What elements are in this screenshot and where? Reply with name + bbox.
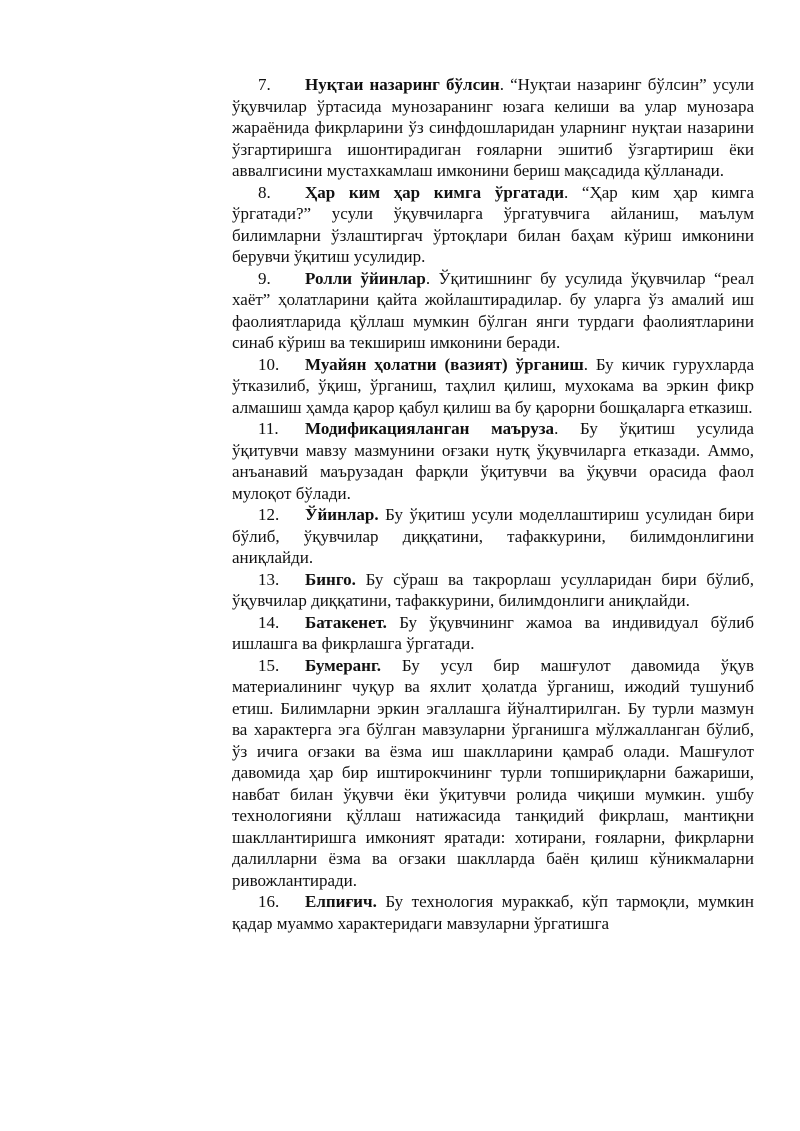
item-number: 10. [258, 354, 280, 374]
item-number: 9. [258, 268, 271, 288]
item-text: . Ўқитишнинг бу усулида ўқувчилар “реал хаёт” ҳолатларини қайта жойлаштирадилар. бу уларга ўз амалий иш фаолиятларида қўллаш мумкин бўлган янги турдаги фаолиятларини синаб кўриш ва текшириш имконини беради. [232, 268, 754, 352]
item-term: Ўйинлар. [305, 505, 379, 524]
item-number: 8. [258, 182, 271, 202]
item-text: Бу сўраш ва такрорлаш усулларидан бири бўлиб, ўқувчилар диққатини, тафаккурини, билимдонлиги аниқлайди. [232, 569, 754, 610]
item-text: Бу усул бир машғулот давомида ўқув материалининг чуқур ва яхлит ҳолатда ўрганиш, ижодий тушуниб етиш. Билимларни эркин эгаллашга йўналтирилган. Бу турли мазмун ва характерга эга бўлган мавзуларни ўрганишга мўлжалланган бўлиб, ўз ичига оғзаки ва ёзма иш шаклларини қамраб олади. Машғулот давомида ҳар бир иштирокчининг турли топшириқларни бажариши, навбат билан ўқувчи ёки ўқитувчи ролида чиқиши мумкин. ушбу технологияни қўллаш натижасида танқидий фикрлаш, мантиқни шакллантиришга имконият яратади: хотирани, ғояларни, фикрларни далилларни ёзма ва оғзаки шаклларда баён қилиш кўникмаларни ривожлантиради. [232, 655, 754, 890]
list-item-9 [232, 268, 754, 354]
item-number: 15. [258, 655, 280, 675]
item-term: Нуқтаи назаринг бўлсин [305, 75, 500, 94]
item-term: Бумеранг. [305, 655, 382, 675]
list-item-8 [232, 182, 754, 268]
list-item-11 [232, 418, 754, 504]
item-term: Модификацияланган маъруза [305, 419, 555, 438]
item-number: 13. [258, 569, 280, 589]
item-text: Бу ўқитиш усули моделлаштириш усулидан бири бўлиб, ўқувчилар диққатини, тафаккурини, билимдонлигини аниқлайди. [232, 505, 754, 567]
item-text: Бу ўқувчининг жамоа ва индивидуал бўлиб ишлашга ва фикрлашга ўргатади. [232, 612, 754, 653]
item-term: Муайян ҳолатни (вазият) ўрганиш [305, 354, 584, 374]
list-item-16 [232, 891, 754, 934]
item-number: 11. [258, 419, 279, 438]
item-text: Бу технология мураккаб, кўп тармоқли, мумкин қадар муаммо характеридаги мавзуларни ўргатишга [232, 892, 754, 933]
item-number: 7. [258, 75, 271, 94]
list-item-15 [232, 655, 754, 892]
item-term: Бинго. [305, 569, 356, 589]
list-item-13 [232, 569, 754, 612]
list-item-7 [232, 74, 754, 182]
item-number: 14. [258, 612, 280, 632]
item-number: 12. [258, 505, 280, 524]
document-page [232, 74, 754, 934]
item-text: . Бу ўқитиш усулида ўқитувчи мавзу мазмунини оғзаки нутқ ўқувчиларга етказади. Аммо, анъанавий маърузадан фарқли ўқитувчи ва ўқувчи орасида фаол мулоқот бўлади. [232, 419, 754, 503]
item-term: Ҳар ким ҳар кимга ўргатади [305, 182, 565, 202]
list-item-10 [232, 354, 754, 419]
item-term: Ролли ўйинлар [305, 268, 426, 288]
item-text: . “Нуқтаи назаринг бўлсин” усули ўқувчилар ўртасида мунозаранинг юзага келиши ва улар мунозара жараёнида фикрларини ўз синфдошларидан уларнинг нуқтаи назарини ўзгартиришга ишонтирадиган ғояларни эшитиб ўзгартириш ёки аввалгисини мустахкамлаш имконини бериш мақсадида қўлланади. [232, 75, 754, 180]
item-text: . Бу кичик гурухларда ўтказилиб, ўқиш, ўрганиш, таҳлил қилиш, мухокама ва эркин фикр алмашиш ҳамда қарор қабул қилиш ва бу қарорни бошқаларга етказиш. [232, 354, 754, 417]
list-item-12 [232, 504, 754, 569]
item-term: Батакенет. [305, 612, 387, 632]
item-term: Елпиғич. [305, 892, 377, 911]
item-text: . “Ҳар ким ҳар кимга ўргатади?” усули ўқувчиларга ўргатувчига айланиш, маълум билимларни ўзлаштиргач ўртоқлари билан баҳам кўриш имконини берувчи ўқитиш усулидир. [232, 182, 754, 266]
list-item-14 [232, 612, 754, 655]
item-number: 16. [258, 892, 280, 911]
